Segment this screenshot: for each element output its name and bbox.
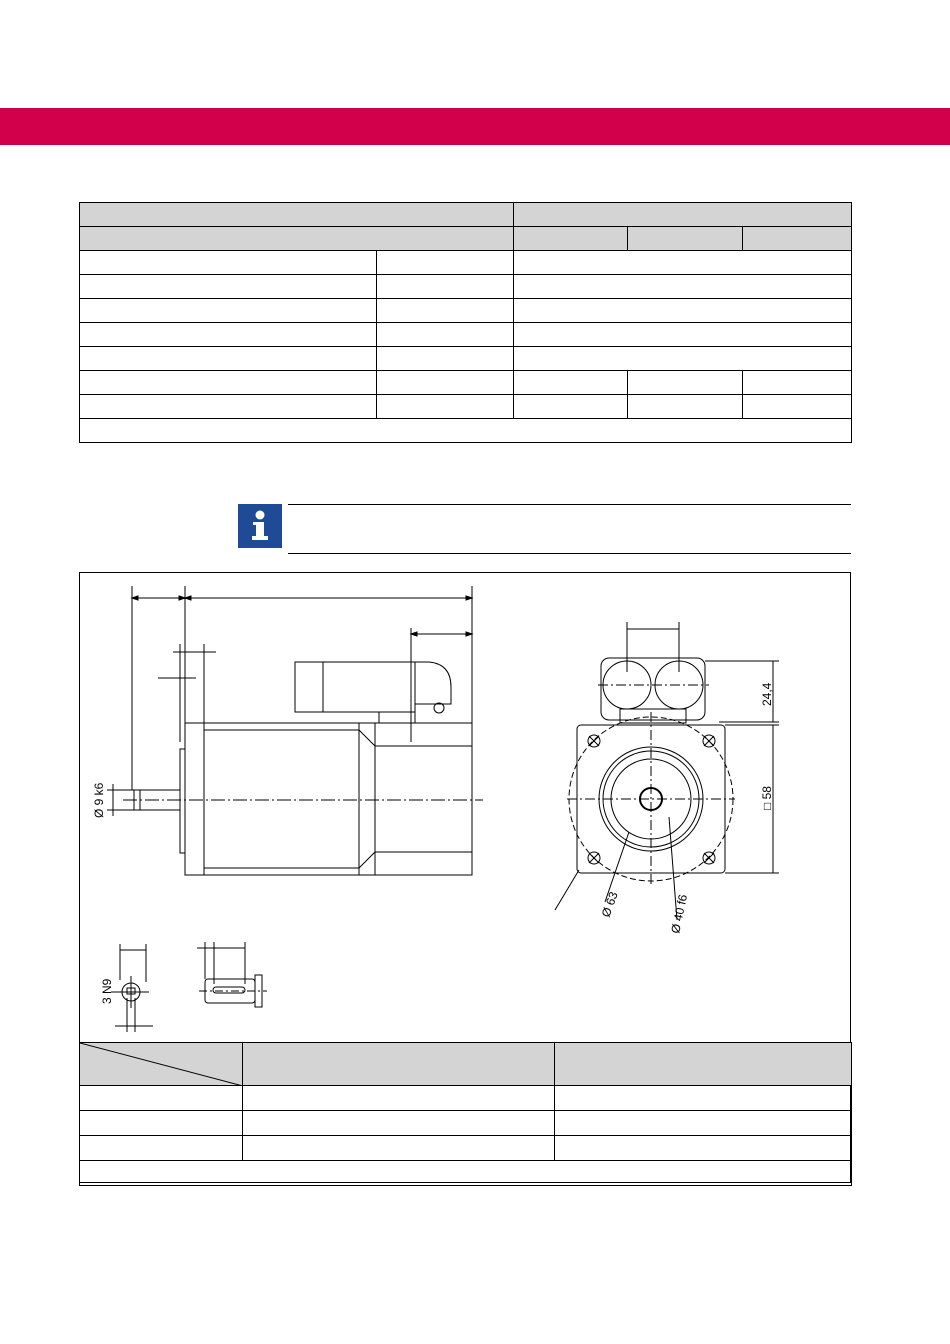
info-rule-top <box>288 504 851 505</box>
table-row <box>80 323 852 347</box>
table-row <box>80 251 852 275</box>
dims-header-row <box>80 1043 852 1086</box>
info-icon <box>238 504 282 548</box>
dim-bolt-circle-label: Ø 63 <box>598 889 621 920</box>
diagonal-header-cell <box>80 1043 243 1086</box>
table-row <box>80 1111 852 1136</box>
table-row <box>80 1086 852 1111</box>
shaft-key-detail <box>197 942 267 1007</box>
dim-pilot-label: Ø 40 f6 <box>668 893 691 935</box>
dim-shaft-label: Ø 9 k6 <box>92 782 106 818</box>
table-row <box>80 299 852 323</box>
table-footnote-row <box>80 419 852 443</box>
table-row <box>80 395 852 419</box>
table-row <box>80 1136 852 1161</box>
header-band <box>0 108 950 145</box>
table-row <box>80 275 852 299</box>
spec-table <box>79 202 852 443</box>
dim-square-label: □ 58 <box>760 786 774 810</box>
table-row <box>80 347 852 371</box>
table-row <box>80 371 852 395</box>
spec-header-row <box>80 203 852 227</box>
dimension-table <box>79 1042 852 1186</box>
dim-connector-label: 24,4 <box>760 682 774 706</box>
dim-keyway-label: 3 N9 <box>100 978 114 1004</box>
keyway-detail <box>111 944 153 1032</box>
technical-drawing <box>79 572 851 1042</box>
diagonal-line <box>80 1043 243 1086</box>
motor-side-view <box>107 586 483 875</box>
spec-subheader-row <box>80 227 852 251</box>
info-rule-bottom <box>288 553 851 554</box>
table-footnote-row <box>80 1161 852 1186</box>
motor-front-view <box>555 622 779 920</box>
